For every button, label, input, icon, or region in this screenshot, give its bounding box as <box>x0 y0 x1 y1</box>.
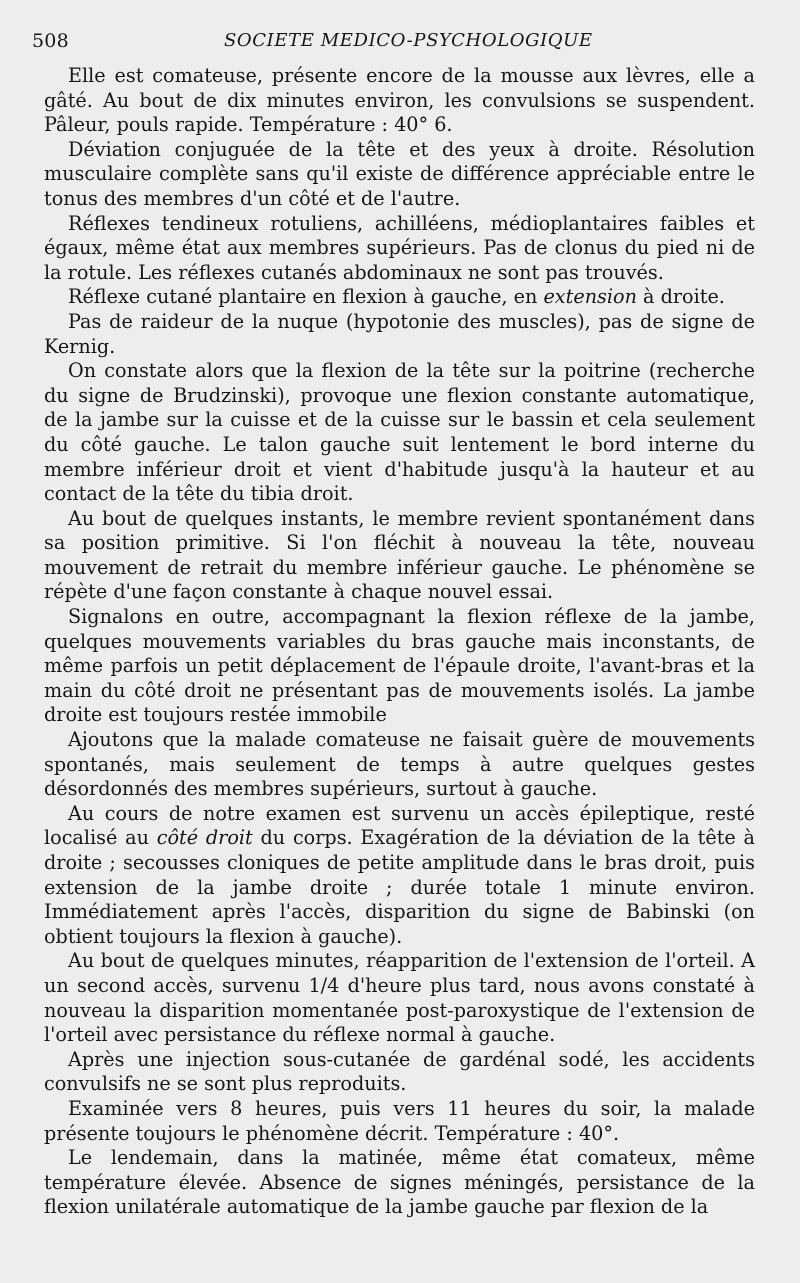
paragraph: Examinée vers 8 heures, puis vers 11 heures du soir, la malade présente toujours le phénomène décrit. Température : 40°. <box>44 1096 755 1145</box>
page-header <box>32 30 755 56</box>
paragraph: Après une injection sous-cutanée de gardénal sodé, les accidents convulsifs ne se sont plus reproduits. <box>44 1047 755 1096</box>
paragraph: Pas de raideur de la nuque (hypotonie des muscles), pas de signe de Kernig. <box>44 309 755 358</box>
paragraph <box>44 285 755 310</box>
paragraph: Ajoutons que la malade comateuse ne faisait guère de mouvements spontanés, mais seulement de temps à autre quelques gestes désordonnés des membres supérieurs, surtout à gauche. <box>44 728 755 801</box>
paragraph-text: Au cours de notre examen est survenu un accès épileptique, resté localisé au <box>44 801 755 850</box>
paragraph-text: du corps. Exagération de la déviation de la tête à droite ; secousses cloniques de petite amplitude dans le bras droit, puis extension de la jambe droite ; durée totale 1 minute environ. Immédiatement après l'accès, disparition du signe de Babinski (on obtient toujours la flexion à gauche). <box>44 826 755 948</box>
body-text <box>44 64 755 1220</box>
page-number: 508 <box>32 30 69 52</box>
paragraph <box>44 802 755 950</box>
paragraph: Au bout de quelques instants, le membre revient spontanément dans sa position primitive. Si l'on fléchit à nouveau la tête, nouveau mouvement de retrait du membre inférieur gauche. Le phénomène se répète d'une façon constante à chaque nouvel essai. <box>44 506 755 604</box>
paragraph: Elle est comateuse, présente encore de la mousse aux lèvres, elle a gâté. Au bout de dix minutes environ, les convulsions se suspendent. Pâleur, pouls rapide. Température : 40° 6. <box>44 64 755 137</box>
paragraph: Réflexes tendineux rotuliens, achilléens, médioplantaires faibles et égaux, même état aux membres supérieurs. Pas de clonus du pied ni de la rotule. Les réflexes cutanés abdominaux ne sont pas trouvés. <box>44 211 755 284</box>
running-head: SOCIETE MEDICO-PSYCHOLOGIQUE <box>224 30 593 51</box>
paragraph-text: à droite. <box>636 285 725 309</box>
emphasis: extension <box>543 285 637 309</box>
paragraph: On constate alors que la flexion de la tête sur la poitrine (recherche du signe de Brudzinski), provoque une flexion constante automatique, de la jambe sur la cuisse et de la cuisse sur le bassin et cela seulement du côté gauche. Le talon gauche suit lentement le bord interne du membre inférieur droit et vient d'habitude jusqu'à la hauteur et au contact de la tête du tibia droit. <box>44 359 755 506</box>
paragraph: Le lendemain, dans la matinée, même état comateux, même température élevée. Absence de signes méningés, persistance de la flexion unilatérale automatique de la jambe gauche par flexion de la <box>44 1146 755 1219</box>
paragraph-text: Réflexe cutané plantaire en flexion à gauche, en <box>68 285 544 309</box>
paragraph: Au bout de quelques minutes, réapparition de l'extension de l'orteil. A un second accès, survenu 1/4 d'heure plus tard, nous avons constaté à nouveau la disparition momentanée post-paroxystique de l'extension de l'orteil avec persistance du réflexe normal à gauche. <box>44 949 755 1047</box>
paragraph: Déviation conjuguée de la tête et des yeux à droite. Résolution musculaire complète sans qu'il existe de différence appréciable entre le tonus des membres d'un côté et de l'autre. <box>44 137 755 210</box>
emphasis: côté droit <box>156 826 253 850</box>
paragraph: Signalons en outre, accompagnant la flexion réflexe de la jambe, quelques mouvements variables du bras gauche mais inconstants, de même parfois un petit déplacement de l'épaule droite, l'avant-bras et la main du côté droit ne présentant pas de mouvements isolés. La jambe droite est toujours restée immobile <box>44 605 755 727</box>
